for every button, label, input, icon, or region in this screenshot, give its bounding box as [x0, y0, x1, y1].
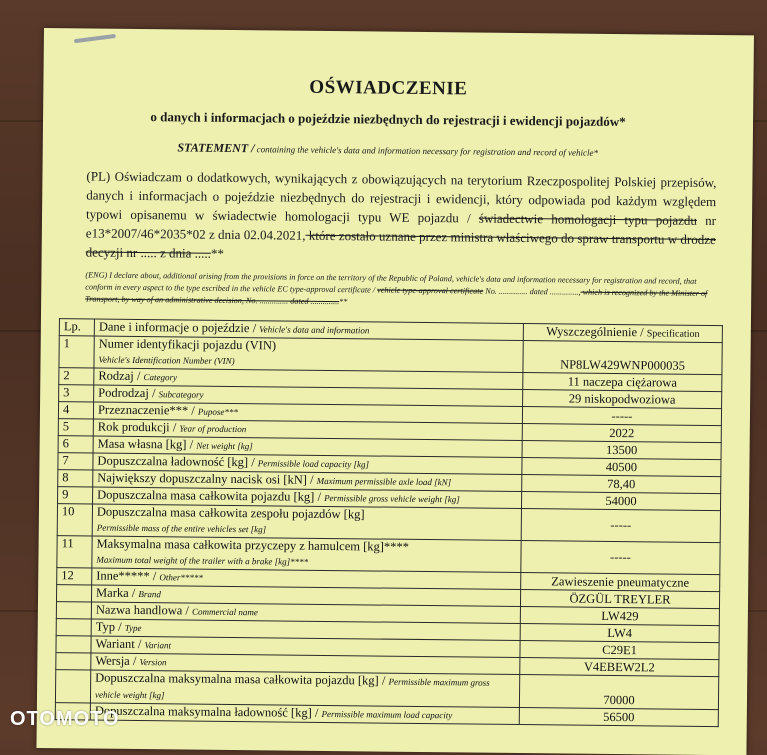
pl-text: (PL) Oświadczam o dodatkowych, wynikających z obowiązujących na terytorium Rzeczpospolitej Polskiej przepisów, danych i informacjach o pojeździe niezbędnych do rejestracji i ewidencji, który odpowiada pod każdym względem typowi opisanemu w świadectwie homologacji typu WE pojazdu / [85, 168, 717, 226]
paper-clip [74, 34, 116, 43]
pl-mid: nr e13*2007/46*2035*02 z dnia 02.04.2021, [85, 212, 717, 243]
row-lp [56, 653, 91, 670]
row-label-en: Subcategory [158, 389, 204, 400]
row-value: ----- [521, 509, 720, 543]
row-value: 2022 [522, 424, 721, 443]
header-lp: Lp. [59, 319, 94, 336]
statement-bold: STATEMENT / [177, 140, 255, 156]
row-lp: 8 [58, 470, 93, 487]
statement-rest: containing the vehicle's data and information necessary for registration and record of vehicle* [254, 144, 599, 158]
row-label-en: Pupose*** [197, 406, 238, 418]
row-lp: 5 [58, 419, 93, 436]
eng-strike-1: vehicle type-approval certificate [377, 285, 484, 296]
row-lp [56, 636, 91, 653]
document-subtitle: o danych i informacjach o pojeździe niezbędnych do rejestracji i ewidencji pojazdów* [150, 109, 626, 130]
row-label [90, 703, 519, 724]
row-label-en: Brand [138, 589, 161, 600]
row-value: 13500 [522, 441, 721, 460]
row-lp: 2 [59, 368, 94, 385]
row-label-pl: Dopuszczalna maksymalna masa całkowita pojazdu [kg] / [95, 670, 386, 688]
row-label [94, 336, 523, 372]
row-label-pl: Podrodzaj / [98, 385, 156, 401]
document-page [36, 28, 754, 755]
header-data: Dane i informacje o pojeździe / Vehicle's data and information [94, 319, 523, 340]
row-label-en: Commercial name [192, 606, 259, 618]
row-label-en: Version [139, 657, 167, 668]
row-value: 29 niskopodwoziowa [523, 390, 722, 409]
row-lp [56, 602, 91, 619]
eng-text: (ENG) I declare about, additional arising from the provisions in force on the territory of the Republic of Poland, vehicle's data and information necessary for registration and record, that conform in every aspect to the type escribed in the vehicle EC type-approval certificate / [85, 270, 697, 295]
row-value: C29E1 [520, 641, 719, 660]
row-lp: 12 [57, 568, 92, 585]
row-lp: 4 [58, 402, 93, 419]
row-label [92, 504, 521, 540]
row-label-pl: Nazwa handlowa / [95, 602, 190, 618]
row-label-en: Year of production [179, 423, 247, 435]
header-data-en: Vehicle's data and information [259, 324, 370, 336]
row-label-pl: Dopuszczalna maksymalna ładowność [kg] / [94, 703, 319, 720]
row-lp [56, 619, 91, 636]
row-label-en: Net weight [kg] [196, 440, 253, 452]
row-label-en: Other***** [159, 572, 203, 583]
row-label-en: Permissible gross vehicle weight [kg] [324, 492, 460, 505]
row-lp [55, 670, 90, 703]
row-value: 78,40 [522, 475, 721, 494]
row-label-en: Permissible load capacity [kg] [257, 458, 370, 470]
row-value: LW429 [520, 607, 719, 626]
row-label-pl: Typ / [95, 619, 122, 634]
row-label-pl: Rodzaj / [98, 368, 141, 384]
pl-end: ** [210, 245, 224, 261]
row-value: 11 naczepa ciężarowa [523, 373, 722, 392]
statement-heading [43, 139, 733, 161]
row-label-pl: Dopuszczalna masa całkowita pojazdu [kg] / [97, 487, 322, 504]
row-lp: 1 [59, 336, 94, 368]
row-label-pl: Dopuszczalna ładowność [kg] / [97, 453, 255, 470]
row-label-pl: Numer identyfikacji pojazdu (VIN) [98, 336, 277, 353]
declaration-pl [86, 166, 717, 268]
row-lp: 3 [59, 385, 94, 402]
row-lp: 6 [58, 436, 93, 453]
document-title: OŚWIADCZENIE [309, 76, 468, 100]
eng-strike-2: which is recognized by the Minister of Transport, by way of an administrative decision, No. .............. dated .............. [85, 287, 708, 307]
row-lp: 10 [57, 504, 92, 536]
row-value: NP8LW429WNP000035 [523, 341, 722, 375]
eng-end: ** [339, 297, 348, 307]
row-label-en: Category [143, 372, 178, 383]
row-value: Zawieszenie pneumatyczne [521, 573, 720, 592]
row-label-pl: Maksymalna masa całkowita przyczepy z hamulcem [kg]**** [96, 536, 410, 554]
row-label-en: Permissible maximum load capacity [321, 708, 453, 721]
row-label [92, 536, 521, 572]
declaration-eng [85, 269, 715, 312]
row-label-en: Maximum permissible axle load [kN] [316, 475, 452, 488]
vehicle-data-table [55, 318, 723, 727]
header-spec-en: Specification [646, 328, 700, 340]
row-value: 56500 [519, 708, 718, 727]
eng-mid: No. .............. dated .............., [483, 286, 581, 297]
row-label-pl: Dopuszczalna masa całkowita zespołu pojazdów [kg] [96, 504, 365, 522]
row-value: LW4 [520, 624, 719, 643]
header-data-pl: Dane i informacje o pojeździe [98, 319, 250, 336]
row-label-pl: Inne***** / [96, 568, 157, 584]
otomoto-watermark: OTOMOTO [10, 708, 120, 730]
row-label-en: Type [124, 622, 142, 634]
row-value: 40500 [522, 458, 721, 477]
row-value: ----- [522, 407, 721, 426]
row-label-en: Vehicle's Identification Number (VIN) [98, 354, 235, 367]
row-label-en: Maximum total weight of the trailer with a brake [kg]**** [96, 554, 309, 567]
header-spec [523, 324, 722, 343]
row-value: ÖZGÜL TREYLER [520, 590, 719, 609]
row-label-pl: Wersja / [95, 653, 137, 669]
row-label-en: Permissible maximum gross vehicle weight [kg] [94, 676, 490, 701]
row-value: 70000 [519, 675, 718, 710]
pl-strike-2: które zostało uznane przez ministra właściwego do spraw transportu w drodze decyzji nr ..... z dnia ..... [85, 227, 716, 261]
row-lp: 9 [58, 487, 93, 504]
row-value: V4EBEW2L2 [520, 658, 719, 677]
row-label-pl: Przeznaczenie*** / [97, 402, 195, 418]
row-value: 54000 [521, 492, 720, 511]
pl-strike-1: świadectwie homologacji typu pojazdu [478, 210, 698, 228]
header-spec-pl: Wyszczególnienie / [546, 324, 644, 340]
row-label-en: Permissible mass of the entire vehicles set [kg] [96, 522, 267, 535]
row-lp [56, 585, 91, 602]
row-label-pl: Wariant / [95, 636, 142, 652]
row-label-pl: Największy dopuszczalny nacisk osi [kN] / [97, 470, 314, 487]
row-label-en: Variant [144, 640, 172, 651]
row-label-pl: Marka / [96, 585, 136, 600]
row-label-pl: Masa własna [kg] / [97, 436, 194, 452]
row-lp: 11 [57, 536, 92, 568]
row-label [90, 670, 519, 707]
row-value: ----- [521, 541, 720, 575]
row-label-pl: Rok produkcji / [97, 419, 177, 435]
row-lp: 7 [58, 453, 93, 470]
